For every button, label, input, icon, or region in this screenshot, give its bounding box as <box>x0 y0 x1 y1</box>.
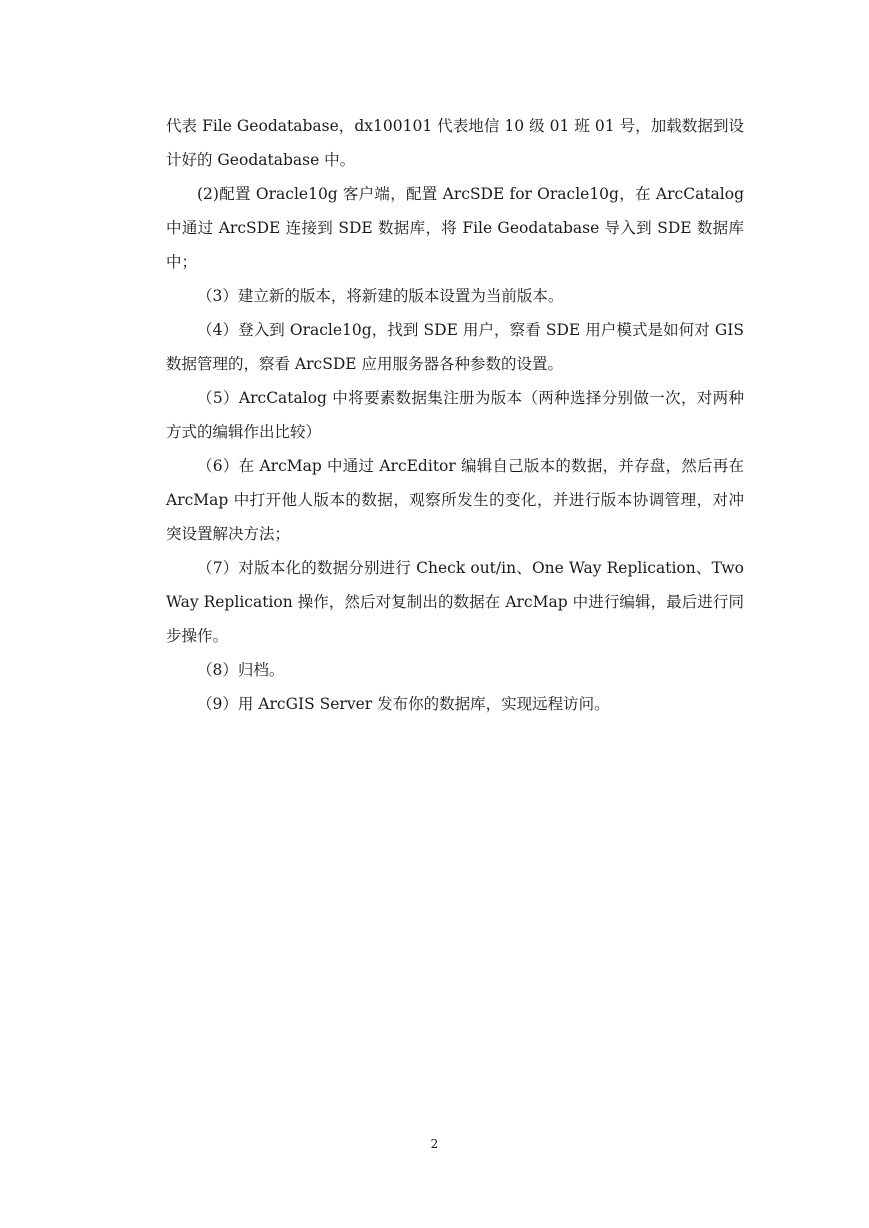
paragraph-continuation: 代表 File Geodatabase，dx100101 代表地信 10 级 01 班 01 号，加载数据到设计好的 Geodatabase 中。 <box>166 117 744 169</box>
paragraph-step-6: （6）在 ArcMap 中通过 ArcEditor 编辑自己版本的数据，并存盘，然后再在 ArcMap 中打开他人版本的数据，观察所发生的变化，并进行版本协调管理，对冲突设置解决方法； <box>166 457 744 543</box>
paragraph-step-5: （5）ArcCatalog 中将要素数据集注册为版本（两种选择分别做一次，对两种方式的编辑作出比较） <box>166 389 744 441</box>
paragraph-step-4: （4）登入到 Oracle10g，找到 SDE 用户，察看 SDE 用户模式是如何对 GIS 数据管理的，察看 ArcSDE 应用服务器各种参数的设置。 <box>166 321 744 373</box>
paragraph-step-3: （3）建立新的版本，将新建的版本设置为当前版本。 <box>197 287 564 305</box>
paragraph-step-8: （8）归档。 <box>197 661 285 679</box>
document-body <box>166 109 744 721</box>
paragraph-step-9: （9）用 ArcGIS Server 发布你的数据库，实现远程访问。 <box>197 695 610 713</box>
paragraph-step-2: (2)配置 Oracle10g 客户端，配置 ArcSDE for Oracle10g，在 ArcCatalog 中通过 ArcSDE 连接到 SDE 数据库，将 File Geodatabase 导入到 SDE 数据库中； <box>166 185 744 271</box>
page-number: 2 <box>430 1137 439 1151</box>
paragraph-step-7: （7）对版本化的数据分别进行 Check out/in、One Way Replication、Two Way Replication 操作，然后对复制出的数据在 ArcMap 中进行编辑，最后进行同步操作。 <box>166 559 744 645</box>
